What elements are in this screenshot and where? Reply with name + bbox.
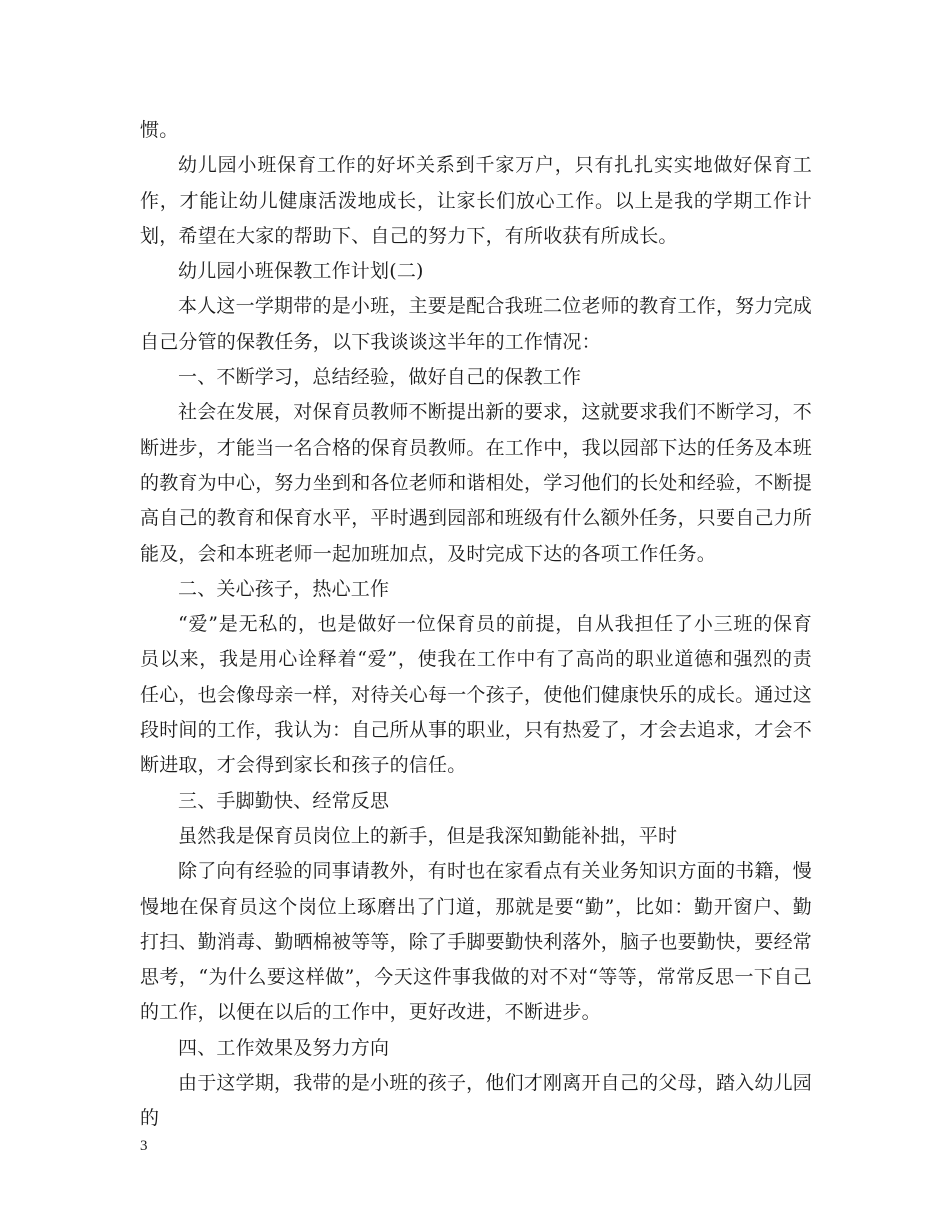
paragraph-12: 由于这学期，我带的是小班的孩子，他们才刚离开自己的父母，踏入幼儿园的 <box>140 1072 812 1130</box>
heading-3: 三、手脚勤快、经常反思 <box>178 789 390 812</box>
section-title: 幼儿园小班保教工作计划(二) <box>178 260 424 283</box>
paragraph-1: 幼儿园小班保育工作的好坏关系到千家万户，只有扎扎实实地做好保育工作，才能让幼儿健康活泼地成长，让家长们放心工作。以上是我的学期工作计划，希望在大家的帮助下、自己的努力下，有所收获有所成长。 <box>140 154 812 247</box>
paragraph-5: 社会在发展，对保育员教师不断提出新的要求，这就要求我们不断学习，不断进步，才能当一名合格的保育员教师。在工作中，我以园部下达的任务及本班的教育为中心，努力坐到和各位老师和谐相处，学习他们的长处和经验，不断提高自己的教育和保育水平，平时遇到园部和班级有什么额外任务，只要自己力所能及，会和本班老师一起加班加点，及时完成下达的各项工作任务。 <box>140 401 813 565</box>
paragraph-0: 惯。 <box>140 119 179 141</box>
page-number: 3 <box>140 1138 148 1154</box>
heading-2: 二、关心孩子，热心工作 <box>178 577 390 600</box>
heading-1: 一、不断学习，总结经验，做好自己的保教工作 <box>178 366 582 389</box>
paragraph-7: “爱”是无私的，也是做好一位保育员的前提，自从我担任了小三班的保育员以来，我是用心诠释着“爱”，使我在工作中有了高尚的职业道德和强烈的责任心，也会像母亲一样，对待关心每一个孩子，使他们健康快乐的成长。通过这段时间的工作，我认为：自己所从事的职业，只有热爱了，才会去追求，才会不断进取，才会得到家长和孩子的信任。 <box>140 613 813 777</box>
paragraph-10: 除了向有经验的同事请教外，有时也在家看点有关业务知识方面的书籍，慢慢地在保育员这个岗位上琢磨出了门道，那就是要“勤”，比如：勤开窗户、勤打扫、勤消毒、勤晒棉被等等，除了手脚要勤快利落外，脑子也要勤快，要经常思考，“为什么要这样做”，今天这件事我做的对不对“等等，常常反思一下自己的工作，以便在以后的工作中，更好改进，不断进步。 <box>140 860 813 1024</box>
heading-4: 四、工作效果及努力方向 <box>178 1036 390 1059</box>
paragraph-3: 本人这一学期带的是小班，主要是配合我班二位老师的教育工作，努力完成自己分管的保教任务，以下我谈谈这半年的工作情况： <box>140 295 812 353</box>
document-body <box>140 113 812 1137</box>
paragraph-9: 虽然我是保育员岗位上的新手，但是我深知勤能补拙，平时 <box>178 824 678 847</box>
